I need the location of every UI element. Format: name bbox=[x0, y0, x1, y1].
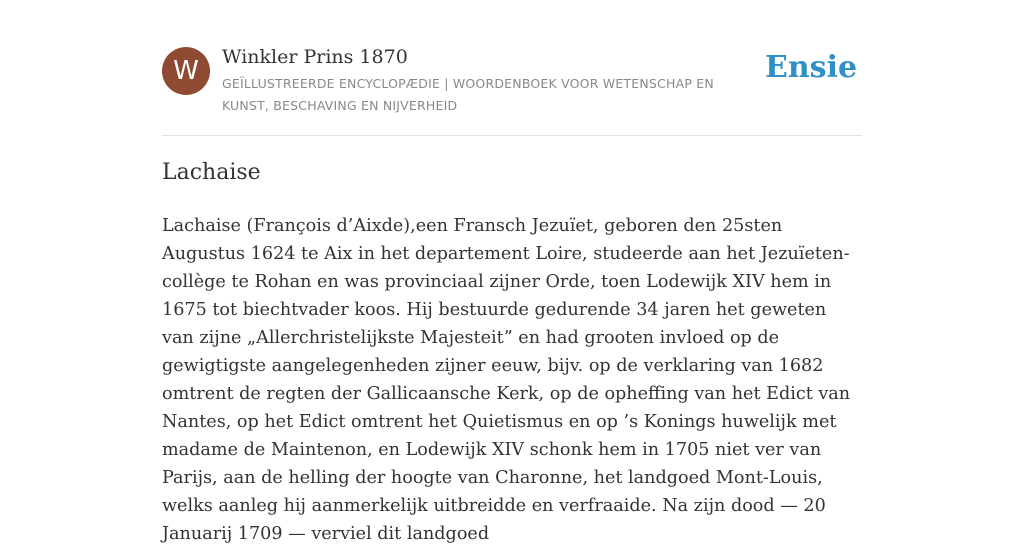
brand-logo-link[interactable]: Ensie bbox=[765, 50, 858, 85]
entry-body: Lachaise (François d’Aixde),een Fransch Jezuïet, geboren den 25sten Augustus 1624 te Aix in het departement Loire, studeerde aan het Jezuïeten-collège te Rohan en was provinciaal zijner Orde, toen Lodewijk XIV hem in 1675 tot biechtvader koos. Hij bestuurde gedurende 34 jaren het geweten van zijne „Allerchristelijkste Majesteit” en had grooten invloed op de gewigtigste aangelegenheden zijner eeuw, bijv. op de verklaring van 1682 omtrent de regten der Gallicaansche Kerk, op de opheffing van het Edict van Nantes, op het Edict omtrent het Quietismus en op ’s Konings huwelijk met madame de Maintenon, en Lodewijk XIV schonk hem in 1705 niet ver van Parijs, aan de helling der hoogte van Charonne, het landgoed Mont-Louis, welks aanleg hij aanmerkelijk uitbreidde en verfraaide. Na zijn dood — 20 Januarij 1709 — verviel dit landgoed bbox=[162, 216, 851, 544]
entry-title: Lachaise bbox=[162, 160, 261, 185]
header-divider bbox=[162, 135, 862, 136]
site-subtitle: GEÏLLUSTREERDE ENCYCLOPÆDIE | WOORDENBOEK VOOR WETENSCHAP EN KUNST, BESCHAVING EN NIJVERHEID bbox=[222, 76, 714, 113]
site-avatar[interactable]: W bbox=[162, 47, 210, 95]
site-title[interactable]: Winkler Prins 1870 bbox=[222, 46, 408, 68]
